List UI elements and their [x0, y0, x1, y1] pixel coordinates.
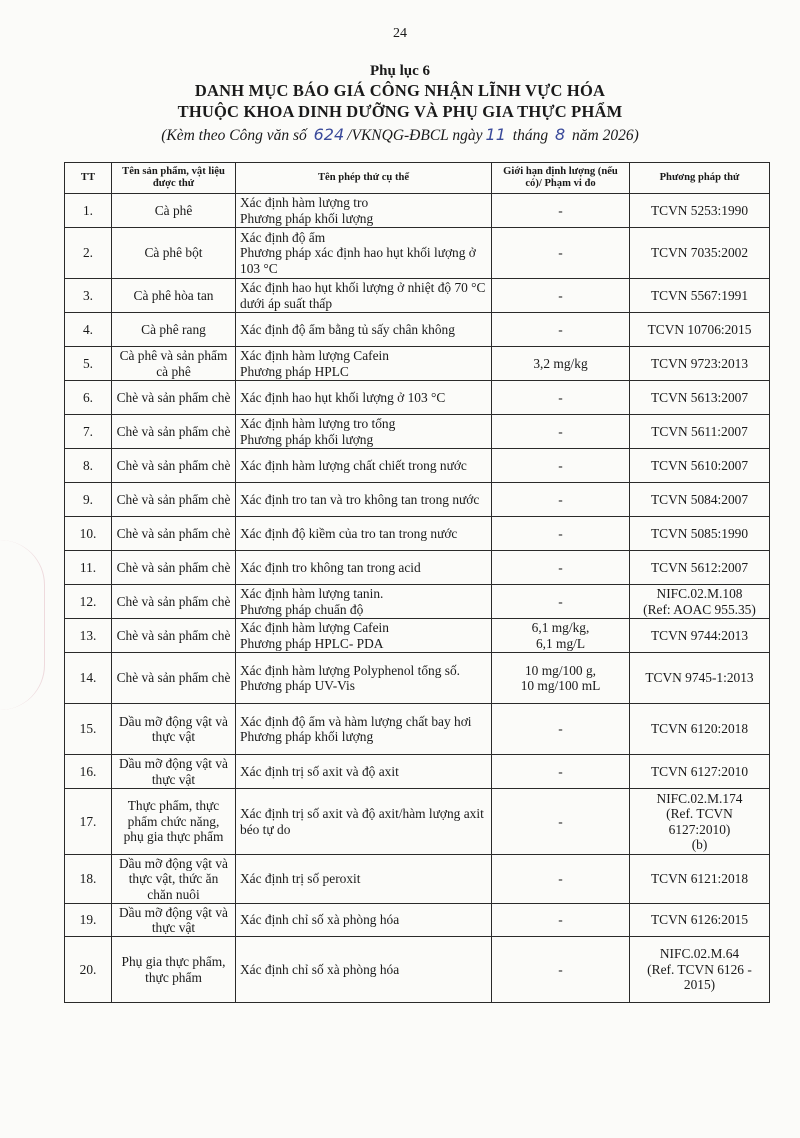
table-row: [65, 789, 770, 855]
cell-method: TCVN 5613:2007: [630, 381, 770, 415]
cell-no: 1.: [65, 194, 112, 228]
cell-product: Chè và sản phẩm chè: [112, 449, 236, 483]
cell-no: 20.: [65, 937, 112, 1003]
cell-test: Xác định độ kiềm của tro tan trong nước: [236, 517, 492, 551]
cell-test: Xác định trị số peroxit: [236, 855, 492, 904]
cell-limit: 10 mg/100 g, 10 mg/100 mL: [492, 653, 630, 704]
cell-test: Xác định độ ẩm Phương pháp xác định hao hụt khối lượng ở 103 °C: [236, 228, 492, 279]
cell-product: Dầu mỡ động vật và thực vật, thức ăn chăn nuôi: [112, 855, 236, 904]
cell-no: 3.: [65, 279, 112, 313]
table-row: [65, 279, 770, 313]
cell-method: TCVN 5610:2007: [630, 449, 770, 483]
cell-limit: -: [492, 755, 630, 789]
table-row: [65, 937, 770, 1003]
cell-product: Chè và sản phẩm chè: [112, 381, 236, 415]
cell-product: Chè và sản phẩm chè: [112, 517, 236, 551]
cell-no: 16.: [65, 755, 112, 789]
cell-limit: -: [492, 415, 630, 449]
cell-product: Cà phê: [112, 194, 236, 228]
cell-test: Xác định hàm lượng tro Phương pháp khối lượng: [236, 194, 492, 228]
table-row: [65, 551, 770, 585]
cell-product: Chè và sản phẩm chè: [112, 619, 236, 653]
table-row: [65, 347, 770, 381]
reference-month-label: tháng: [512, 127, 549, 144]
table-row: [65, 619, 770, 653]
header-no: TT: [65, 163, 112, 194]
cell-product: Cà phê rang: [112, 313, 236, 347]
cell-limit: -: [492, 313, 630, 347]
document-heading: [0, 62, 800, 147]
cell-product: Chè và sản phẩm chè: [112, 483, 236, 517]
cell-no: 14.: [65, 653, 112, 704]
cell-method: NIFC.02.M.64 (Ref. TCVN 6126 - 2015): [630, 937, 770, 1003]
header-limit: Giới hạn định lượng (nếu có)/ Phạm vi đo: [492, 163, 630, 194]
cell-limit: -: [492, 904, 630, 937]
table-row: [65, 855, 770, 904]
cell-limit: -: [492, 789, 630, 855]
cell-limit: -: [492, 483, 630, 517]
cell-method: NIFC.02.M.174 (Ref. TCVN 6127:2010) (b): [630, 789, 770, 855]
cell-method: TCVN 5085:1990: [630, 517, 770, 551]
cell-test: Xác định hàm lượng tro tổng Phương pháp khối lượng: [236, 415, 492, 449]
table-row: [65, 313, 770, 347]
cell-test: Xác định trị số axit và độ axit/hàm lượng axit béo tự do: [236, 789, 492, 855]
table-row: [65, 755, 770, 789]
cell-product: Dầu mỡ động vật và thực vật: [112, 904, 236, 937]
cell-limit: -: [492, 449, 630, 483]
cell-no: 9.: [65, 483, 112, 517]
cell-method: TCVN 6120:2018: [630, 704, 770, 755]
cell-limit: -: [492, 279, 630, 313]
cell-product: Dầu mỡ động vật và thực vật: [112, 704, 236, 755]
cell-test: Xác định trị số axit và độ axit: [236, 755, 492, 789]
cell-no: 10.: [65, 517, 112, 551]
cell-limit: -: [492, 551, 630, 585]
cell-product: Thực phẩm, thực phẩm chức năng, phụ gia thực phẩm: [112, 789, 236, 855]
cell-test: Xác định chỉ số xà phòng hóa: [236, 937, 492, 1003]
cell-test: Xác định hàm lượng Cafein Phương pháp HPLC- PDA: [236, 619, 492, 653]
header-product: Tên sản phẩm, vật liệu được thử: [112, 163, 236, 194]
table-row: [65, 653, 770, 704]
cell-limit: -: [492, 704, 630, 755]
cell-method: TCVN 6126:2015: [630, 904, 770, 937]
table-row: [65, 194, 770, 228]
table-row: [65, 415, 770, 449]
table-row: [65, 904, 770, 937]
handwritten-document-number: 624: [313, 125, 345, 144]
cell-product: Phụ gia thực phẩm, thực phẩm: [112, 937, 236, 1003]
cell-no: 8.: [65, 449, 112, 483]
table-row: [65, 449, 770, 483]
cell-no: 5.: [65, 347, 112, 381]
cell-product: Cà phê hòa tan: [112, 279, 236, 313]
cell-no: 4.: [65, 313, 112, 347]
reference-line: [0, 124, 800, 147]
cell-limit: -: [492, 855, 630, 904]
cell-test: Xác định độ ẩm bằng tủ sấy chân không: [236, 313, 492, 347]
cell-method: TCVN 6127:2010: [630, 755, 770, 789]
stamp-edge-mark: [0, 540, 45, 710]
test-catalog-table: [64, 162, 770, 1003]
cell-no: 12.: [65, 585, 112, 619]
handwritten-day: 11: [485, 125, 506, 144]
cell-no: 15.: [65, 704, 112, 755]
cell-method: TCVN 5611:2007: [630, 415, 770, 449]
document-title-line2: THUỘC KHOA DINH DƯỠNG VÀ PHỤ GIA THỰC PHẨM: [177, 102, 623, 121]
cell-product: Cà phê và sản phẩm cà phê: [112, 347, 236, 381]
cell-no: 11.: [65, 551, 112, 585]
cell-method: TCVN 10706:2015: [630, 313, 770, 347]
cell-test: Xác định hao hụt khối lượng ở 103 °C: [236, 381, 492, 415]
cell-method: TCVN 6121:2018: [630, 855, 770, 904]
cell-product: Dầu mỡ động vật và thực vật: [112, 755, 236, 789]
header-test: Tên phép thử cụ thể: [236, 163, 492, 194]
cell-no: 17.: [65, 789, 112, 855]
reference-middle: /VKNQG-ĐBCL ngày: [347, 127, 483, 144]
cell-product: Chè và sản phẩm chè: [112, 653, 236, 704]
cell-no: 2.: [65, 228, 112, 279]
cell-test: Xác định tro không tan trong acid: [236, 551, 492, 585]
table-header-row: [65, 163, 770, 194]
cell-limit: -: [492, 937, 630, 1003]
cell-no: 19.: [65, 904, 112, 937]
cell-test: Xác định hàm lượng Cafein Phương pháp HPLC: [236, 347, 492, 381]
reference-suffix: năm 2026): [572, 127, 639, 144]
page-number: 24: [393, 26, 407, 41]
cell-no: 6.: [65, 381, 112, 415]
reference-prefix: (Kèm theo Công văn số: [161, 127, 307, 144]
cell-product: Chè và sản phẩm chè: [112, 551, 236, 585]
cell-limit: -: [492, 381, 630, 415]
table-row: [65, 228, 770, 279]
cell-no: 7.: [65, 415, 112, 449]
cell-test: Xác định hàm lượng Polyphenol tổng số. Phương pháp UV-Vis: [236, 653, 492, 704]
cell-limit: 6,1 mg/kg, 6,1 mg/L: [492, 619, 630, 653]
cell-test: Xác định hàm lượng tanin. Phương pháp chuẩn độ: [236, 585, 492, 619]
cell-test: Xác định hao hụt khối lượng ở nhiệt độ 70 °C dưới áp suất thấp: [236, 279, 492, 313]
table-row: [65, 585, 770, 619]
cell-no: 13.: [65, 619, 112, 653]
cell-product: Chè và sản phẩm chè: [112, 415, 236, 449]
cell-method: TCVN 9723:2013: [630, 347, 770, 381]
cell-method: TCVN 7035:2002: [630, 228, 770, 279]
cell-method: TCVN 5084:2007: [630, 483, 770, 517]
cell-test: Xác định chỉ số xà phòng hóa: [236, 904, 492, 937]
cell-limit: -: [492, 194, 630, 228]
cell-limit: -: [492, 585, 630, 619]
cell-test: Xác định độ ẩm và hàm lượng chất bay hơi Phương pháp khối lượng: [236, 704, 492, 755]
document-title-line1: DANH MỤC BÁO GIÁ CÔNG NHẬN LĨNH VỰC HÓA: [194, 81, 606, 100]
cell-limit: -: [492, 228, 630, 279]
table-row: [65, 381, 770, 415]
table-row: [65, 704, 770, 755]
appendix-label: Phụ lục 6: [369, 63, 430, 79]
cell-method: TCVN 5567:1991: [630, 279, 770, 313]
header-method: Phương pháp thử: [630, 163, 770, 194]
cell-method: TCVN 5612:2007: [630, 551, 770, 585]
table-body: [65, 194, 770, 1003]
table-row: [65, 483, 770, 517]
cell-method: TCVN 9744:2013: [630, 619, 770, 653]
cell-no: 18.: [65, 855, 112, 904]
cell-method: TCVN 9745-1:2013: [630, 653, 770, 704]
cell-test: Xác định hàm lượng chất chiết trong nước: [236, 449, 492, 483]
cell-limit: 3,2 mg/kg: [492, 347, 630, 381]
cell-product: Chè và sản phẩm chè: [112, 585, 236, 619]
cell-limit: -: [492, 517, 630, 551]
cell-test: Xác định tro tan và tro không tan trong nước: [236, 483, 492, 517]
cell-product: Cà phê bột: [112, 228, 236, 279]
cell-method: NIFC.02.M.108 (Ref: AOAC 955.35): [630, 585, 770, 619]
table-row: [65, 517, 770, 551]
handwritten-month: 8: [554, 125, 566, 144]
cell-method: TCVN 5253:1990: [630, 194, 770, 228]
